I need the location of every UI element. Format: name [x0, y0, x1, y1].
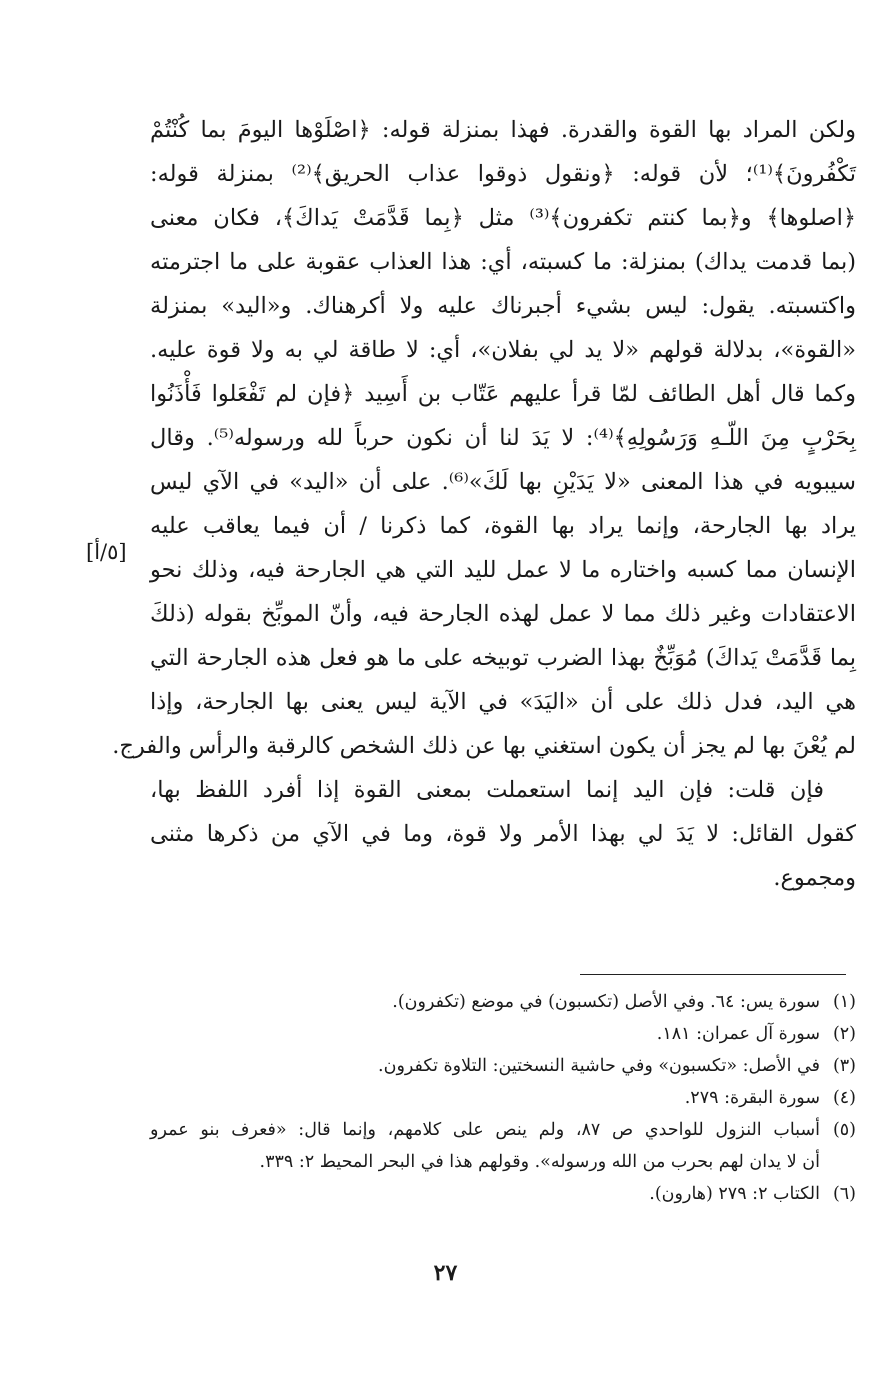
- footnote-text: سورة يس: ٦٤. وفي الأصل (تكسبون) في موضع (تكفرون).: [392, 992, 820, 1012]
- folio-margin-note: [٥/أ]: [86, 540, 127, 564]
- text-line: الإنسان مما كسبه واختاره ما لا عمل لليد التي هي الجارحة فيه، وذلك نحو: [150, 557, 856, 583]
- page-number: ٢٧: [433, 1260, 458, 1286]
- footnote-number: (١): [832, 992, 856, 1012]
- text-line: ومجموع.: [773, 865, 856, 891]
- footnote: [150, 1082, 856, 1114]
- footnote: [150, 1178, 856, 1210]
- footnote-text: أسباب النزول للواحدي ص ٨٧، ولم ينص على كلامهم، وإنما قال: «فعرف بنو عمرو: [150, 1120, 820, 1140]
- footnote-number: (٤): [832, 1088, 856, 1108]
- text-line: ﴿اصلوها﴾ و﴿بما كنتم تكفرون﴾⁽³⁾ مثل ﴿بِما قَدَّمَتْ يَداكَ﴾، فكان معنى: [150, 205, 857, 231]
- text-line: بِحَرْبٍ مِنَ اللّـهِ وَرَسُولِهِ﴾⁽⁴⁾: لا يَدَ لنا أن نكون حرباً لله ورسوله⁽⁵⁾. وقال: [150, 425, 856, 451]
- footnotes: [150, 986, 856, 1210]
- text-line: يراد بها الجارحة، وإنما يراد بها القوة، كما ذكرنا / أن فيما يعاقب عليه: [150, 513, 856, 539]
- text-line: (بما قدمت يداك) بمنزلة: ما كسبته، أي: هذا العذاب عقوبة على ما اجترمته: [150, 249, 856, 275]
- text-line: لم يُعْنَ بها لم يجز أن يكون استغني بها عن ذلك الشخص كالرقبة والرأس والفرج.: [112, 733, 856, 759]
- footnote-number: (٣): [832, 1056, 856, 1076]
- footnote: [150, 1114, 856, 1146]
- footnote-number: (٥): [832, 1120, 856, 1140]
- text-line: الاعتقادات وغير ذلك مما لا عمل لهذه الجارحة فيه، وأنّ الموبِّخ بقوله (ذلكَ: [150, 601, 856, 627]
- footnote: [150, 986, 856, 1018]
- text-line: واكتسبته. يقول: ليس بشيء أجبرناك عليه ولا أكرهناك. و«اليد» بمنزلة: [150, 293, 856, 319]
- text-line: سيبويه في هذا المعنى «لا يَدَيْنِ بها لَكَ»⁽⁶⁾. على أن «اليد» في الآي ليس: [150, 469, 856, 495]
- text-line: فإن قلت: فإن اليد إنما استعملت بمعنى القوة إذا أفرد اللفظ بها،: [150, 777, 824, 803]
- footnote: [150, 1018, 856, 1050]
- main-text: [112, 108, 857, 900]
- text-line: هي اليد، فدل ذلك على أن «اليَدَ» في الآية ليس يعنى بها الجارحة، وإذا: [150, 689, 856, 715]
- text-line: كقول القائل: لا يَدَ لي بهذا الأمر ولا قوة، وما في الآي من ذكرها مثنى: [150, 821, 856, 847]
- text-line: تَكْفُرونَ﴾⁽¹⁾؛ لأن قوله: ﴿ونقول ذوقوا عذاب الحريق﴾⁽²⁾ بمنزلة قوله:: [150, 161, 856, 187]
- footnote-text: في الأصل: «تكسبون» وفي حاشية النسختين: التلاوة تكفرون.: [378, 1056, 820, 1076]
- footnote-text: الكتاب ٢: ٢٧٩ (هارون).: [649, 1184, 820, 1204]
- text-line: «القوة»، بدلالة قولهم «لا يد لي بفلان»، أي: لا طاقة لي به ولا قوة عليه.: [150, 337, 856, 363]
- text-line: وكما قال أهل الطائف لمّا قرأ عليهم عَتّاب بن أَسِيد ﴿فإن لم تَفْعَلوا فَأْذَنُوا: [150, 381, 856, 407]
- footnote-number: (٦): [832, 1184, 856, 1204]
- footnote-divider: [580, 974, 846, 975]
- text-line: ولكن المراد بها القوة والقدرة. فهذا بمنزلة قوله: ﴿اصْلَوْها اليومَ بما كُنْتُمْ: [150, 117, 856, 143]
- footnote: [150, 1050, 856, 1082]
- footnote-text: سورة البقرة: ٢٧٩.: [684, 1088, 820, 1108]
- footnote-continuation: أن لا يدان لهم بحرب من الله ورسوله». وقولهم هذا في البحر المحيط ٢: ٣٣٩.: [259, 1152, 820, 1172]
- text-line: بِما قَدَّمَتْ يَداكَ) مُوَبِّخٌ بهذا الضرب توبيخه على ما هو فعل هذه الجارحة التي: [150, 645, 856, 671]
- footnote-text: سورة آل عمران: ١٨١.: [656, 1024, 820, 1044]
- footnote-number: (٢): [832, 1024, 856, 1044]
